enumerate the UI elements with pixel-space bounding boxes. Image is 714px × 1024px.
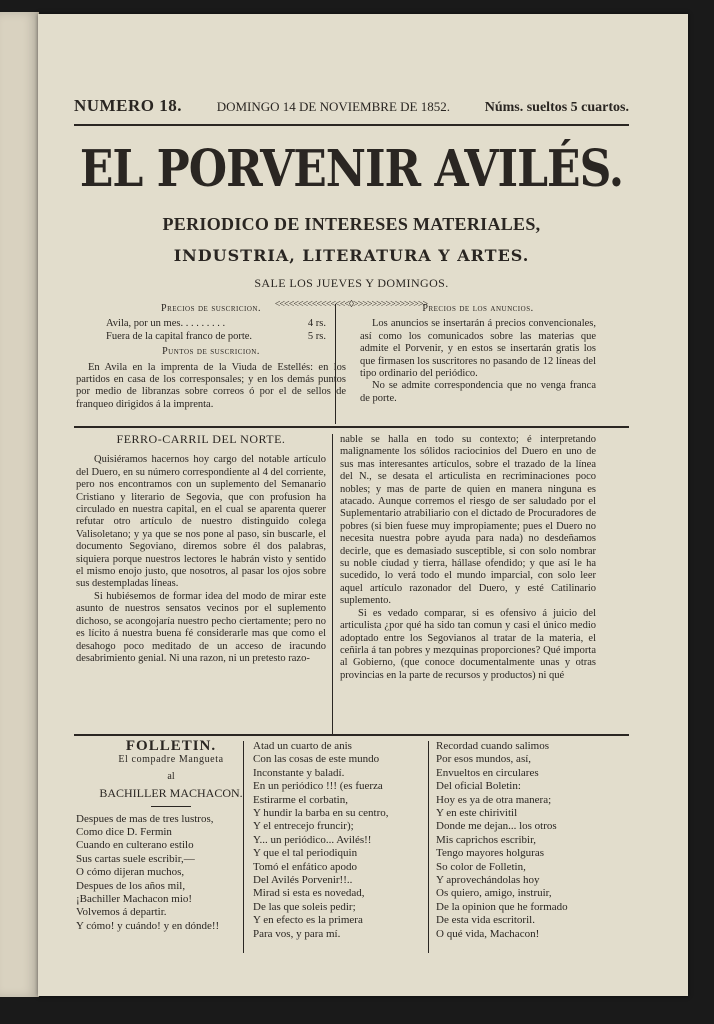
- verse-line: Hoy es ya de otra manera;: [436, 793, 552, 806]
- verse-line: De las que soleis pedir;: [253, 900, 356, 913]
- article-paragraph: nable se halla en todo su contexto; é interpretando malignamente los sólidos raciocinios del Duero en uno de sus mas interesantes artículos, sobre el trazado de la línea del N., se desata el articulista en recriminaciones poco nobles; y mas de parte de quien en manera ninguna es atacado. Aunque corremos el riesgo de ser saludado por el Suplementario atrabiliario con el dictado de Procuradores de pobres (si bien fuese muy impropiamente; pues el Duero no necesita nuestra pobre ayuda para nada) no desdeñamos decirle, que es demasiado susceptible, si con solo nombrar su noble ciudad y tierra, hállase ofendido; y que así le ha sucedido, lo verá todo el mundo imparcial, con solo leer aquel artículo razonador del Duero, y esté Catilinario suplemento.: [340, 434, 596, 607]
- article-column-left: [76, 433, 326, 665]
- price-row-value: 4 rs.: [307, 318, 326, 330]
- folletin-preposition: al: [167, 770, 175, 782]
- verse-line: Para vos, y para mí.: [253, 927, 341, 940]
- verse-line: Cuando en culterano estilo: [76, 839, 194, 852]
- verse-line: Y hundir la barba en su centro,: [253, 807, 389, 820]
- verse-line: Y... un periódico... Avilés!!: [253, 833, 372, 846]
- single-issue-price: Núms. sueltos 5 cuartos.: [484, 100, 629, 115]
- verse-line: Y el entrecejo fruncir);: [253, 820, 354, 833]
- verse-line: Atad un cuarto de anis: [253, 740, 352, 752]
- subtitle-industria: INDUSTRIA, LITERATURA Y ARTES.: [173, 246, 530, 265]
- verse-line: Mirad si esta es novedad,: [253, 887, 365, 900]
- column-divider: [332, 434, 333, 734]
- newspaper-title: EL PORVENIR AVILÉS.: [79, 140, 624, 199]
- folletin-column-1: [76, 740, 266, 933]
- verse-line: Sus cartas suele escribir,—: [76, 852, 195, 865]
- verse-line: Del Avilés Porvenir!!..: [253, 874, 353, 887]
- verse-line: So color de Folletin,: [436, 860, 526, 873]
- verse-line: Despues de los años mil,: [76, 879, 186, 892]
- verse-line: Estirarme el corbatin,: [253, 793, 348, 806]
- adjacent-page-edge: [0, 12, 39, 997]
- verse-line: Recordad cuando salimos: [436, 740, 550, 752]
- article-paragraph: Quisiéramos hacernos hoy cargo del notable artículo del Duero, en su número correspondiente al 4 del corriente, pero nos encontramos con un suplemento del Semanario Cristiano y literario de Segovia, que con profusion ha circulado en nuestra capital, en el cual se aparenta querer refutar otro artículo de nuestro distinguido colega Valisoletano; y ya que se nos pone al paso, sin buscarle, el documento Segoviano, diremos sobre él dos palabras, siquiera porque nuestros lectores le habrán visto y sentido el mismo enojo justo, que nosotros, al pasar los ojos sobre sus destempladas líneas.: [76, 454, 326, 590]
- folletin-small-rule: [151, 806, 191, 807]
- article-paragraph: Si es vedado comparar, si es ofensivo á juicio del articulista ¿por qué ha sido tan comun y casi el único medio adoptado entre los Segovianos al tratar de la materia, el ceñirla á tan pobres y mezquinas proporciones? Qué importa al Gobierno, (que conoce documentalmente unas y otras provincias en la parte de recursos y productos) ni qué: [340, 607, 596, 681]
- verse-line: Por esos mundos, así,: [436, 753, 532, 766]
- folletin-addressee: BACHILLER MACHACON.: [99, 786, 243, 801]
- verse-line: Tengo mayores holguras: [436, 847, 544, 860]
- column-divider: [335, 304, 336, 424]
- verse-line: Tomó el enfático apodo: [253, 860, 358, 873]
- advertising-heading: Precios de los anuncios.: [422, 303, 534, 314]
- article-title: FERRO-CARRIL DEL NORTE.: [116, 432, 286, 446]
- issue-date: DOMINGO 14 DE NOVIEMBRE DE 1852.: [216, 99, 450, 114]
- verse-line: De esta vida escritoril.: [436, 914, 535, 927]
- folletin-author: El compadre Mangueta: [118, 754, 224, 766]
- verse-line: Y en este chirivitil: [436, 807, 518, 820]
- verse-line: Del oficial Boletin:: [436, 780, 521, 793]
- verse-block: [76, 813, 266, 934]
- issue-number: NUMERO 18.: [74, 96, 182, 115]
- verse-line: En un periódico !!! (es fuerza: [253, 780, 383, 793]
- verse-line: Os quiero, amigo, instruir,: [436, 887, 552, 900]
- price-row-value: 5 rs.: [307, 330, 326, 342]
- masthead-rule: [74, 124, 629, 126]
- price-row-label: Avila, por un mes. . . . . . . . .: [106, 318, 226, 330]
- subscription-points-heading: Puntos de suscricion.: [162, 346, 260, 358]
- verse-line: Y que el tal periodiquin: [253, 847, 358, 860]
- subtitle-intereses: PERIODICO DE INTERESES MATERIALES,: [162, 214, 541, 234]
- masthead-line: [74, 96, 629, 116]
- verse-line: Y en efecto es la primera: [253, 914, 363, 927]
- correspondence-text: No se admite correspondencia que no venga franca de porte.: [360, 380, 596, 404]
- subscription-points-text: En Avila en la imprenta de la Viuda de Estellés: en los partidos en casa de los corresponsales; y en los demás puntos por medio de libranzas sobre correos ó por el de sellos de franqueo dirigidos á la imprenta.: [76, 361, 346, 410]
- column-divider: [243, 741, 244, 953]
- folletin-title: FOLLETIN.: [125, 738, 217, 754]
- price-row: [76, 318, 346, 330]
- article-paragraph: Si hubiésemos de formar idea del modo de mirar este asunto de nuestros sensatos vecinos por el suplemento dichoso, se acongojaría nuestro pecho ciertamente; pero no es lícito á nuestra buena fé considerarle mas que como el desahogo poco meditado de un acceso de iracundo desabrimiento genial. Ni una razon, ni un pretesto razo-: [76, 590, 326, 664]
- price-row: [76, 331, 346, 343]
- folletin-column-2: [253, 740, 423, 941]
- advertising-text: Los anuncios se insertarán á precios convencionales, así como los comunicados sobre las materias que admite el Porvenir, y en estos se insertarán gratis los que firmasen los suscritores no pasando de 12 líneas del tipo ordinario del periódico.: [360, 318, 596, 380]
- newspaper-page: [38, 14, 688, 996]
- verse-line: Y cómo! y cuándo! y en dónde!!: [76, 919, 220, 932]
- verse-line: Donde me dejan... los otros: [436, 820, 557, 833]
- verse-line: Volvemos á departir.: [76, 906, 167, 919]
- folletin-column-3: [436, 740, 606, 941]
- subtitle-publication-days: SALE LOS JUEVES Y DOMINGOS.: [254, 276, 449, 290]
- verse-line: Envueltos en circulares: [436, 766, 539, 779]
- folletin-top-rule: [74, 734, 629, 736]
- verse-line: O cómo dijeran muchos,: [76, 866, 185, 879]
- advertising-box: [360, 303, 596, 405]
- header-bottom-rule: [74, 426, 629, 428]
- verse-line: Con las cosas de este mundo: [253, 753, 380, 766]
- verse-line: Como dice D. Fermin: [76, 826, 172, 839]
- verse-line: De la opinion que he formado: [436, 900, 568, 913]
- price-row-label: Fuera de la capital franco de porte.: [106, 330, 253, 342]
- verse-line: Mis caprichos escribir,: [436, 833, 537, 846]
- article-column-right: [340, 434, 596, 682]
- subscription-heading: Precios de suscricion.: [161, 303, 261, 314]
- verse-line: Inconstante y baladí.: [253, 766, 345, 779]
- verse-line: Y aprovechándolas hoy: [436, 874, 540, 887]
- verse-line: O qué vida, Machacon!: [436, 927, 540, 940]
- subscription-box: [76, 303, 346, 411]
- column-divider: [428, 741, 429, 953]
- ornament-divider: <<<<<<<<<<<<<<<<◊>>>>>>>>>>>>>>>>: [274, 299, 428, 310]
- verse-line: ¡Bachiller Machacon mio!: [76, 893, 193, 906]
- verse-line: Despues de mas de tres lustros,: [76, 812, 214, 825]
